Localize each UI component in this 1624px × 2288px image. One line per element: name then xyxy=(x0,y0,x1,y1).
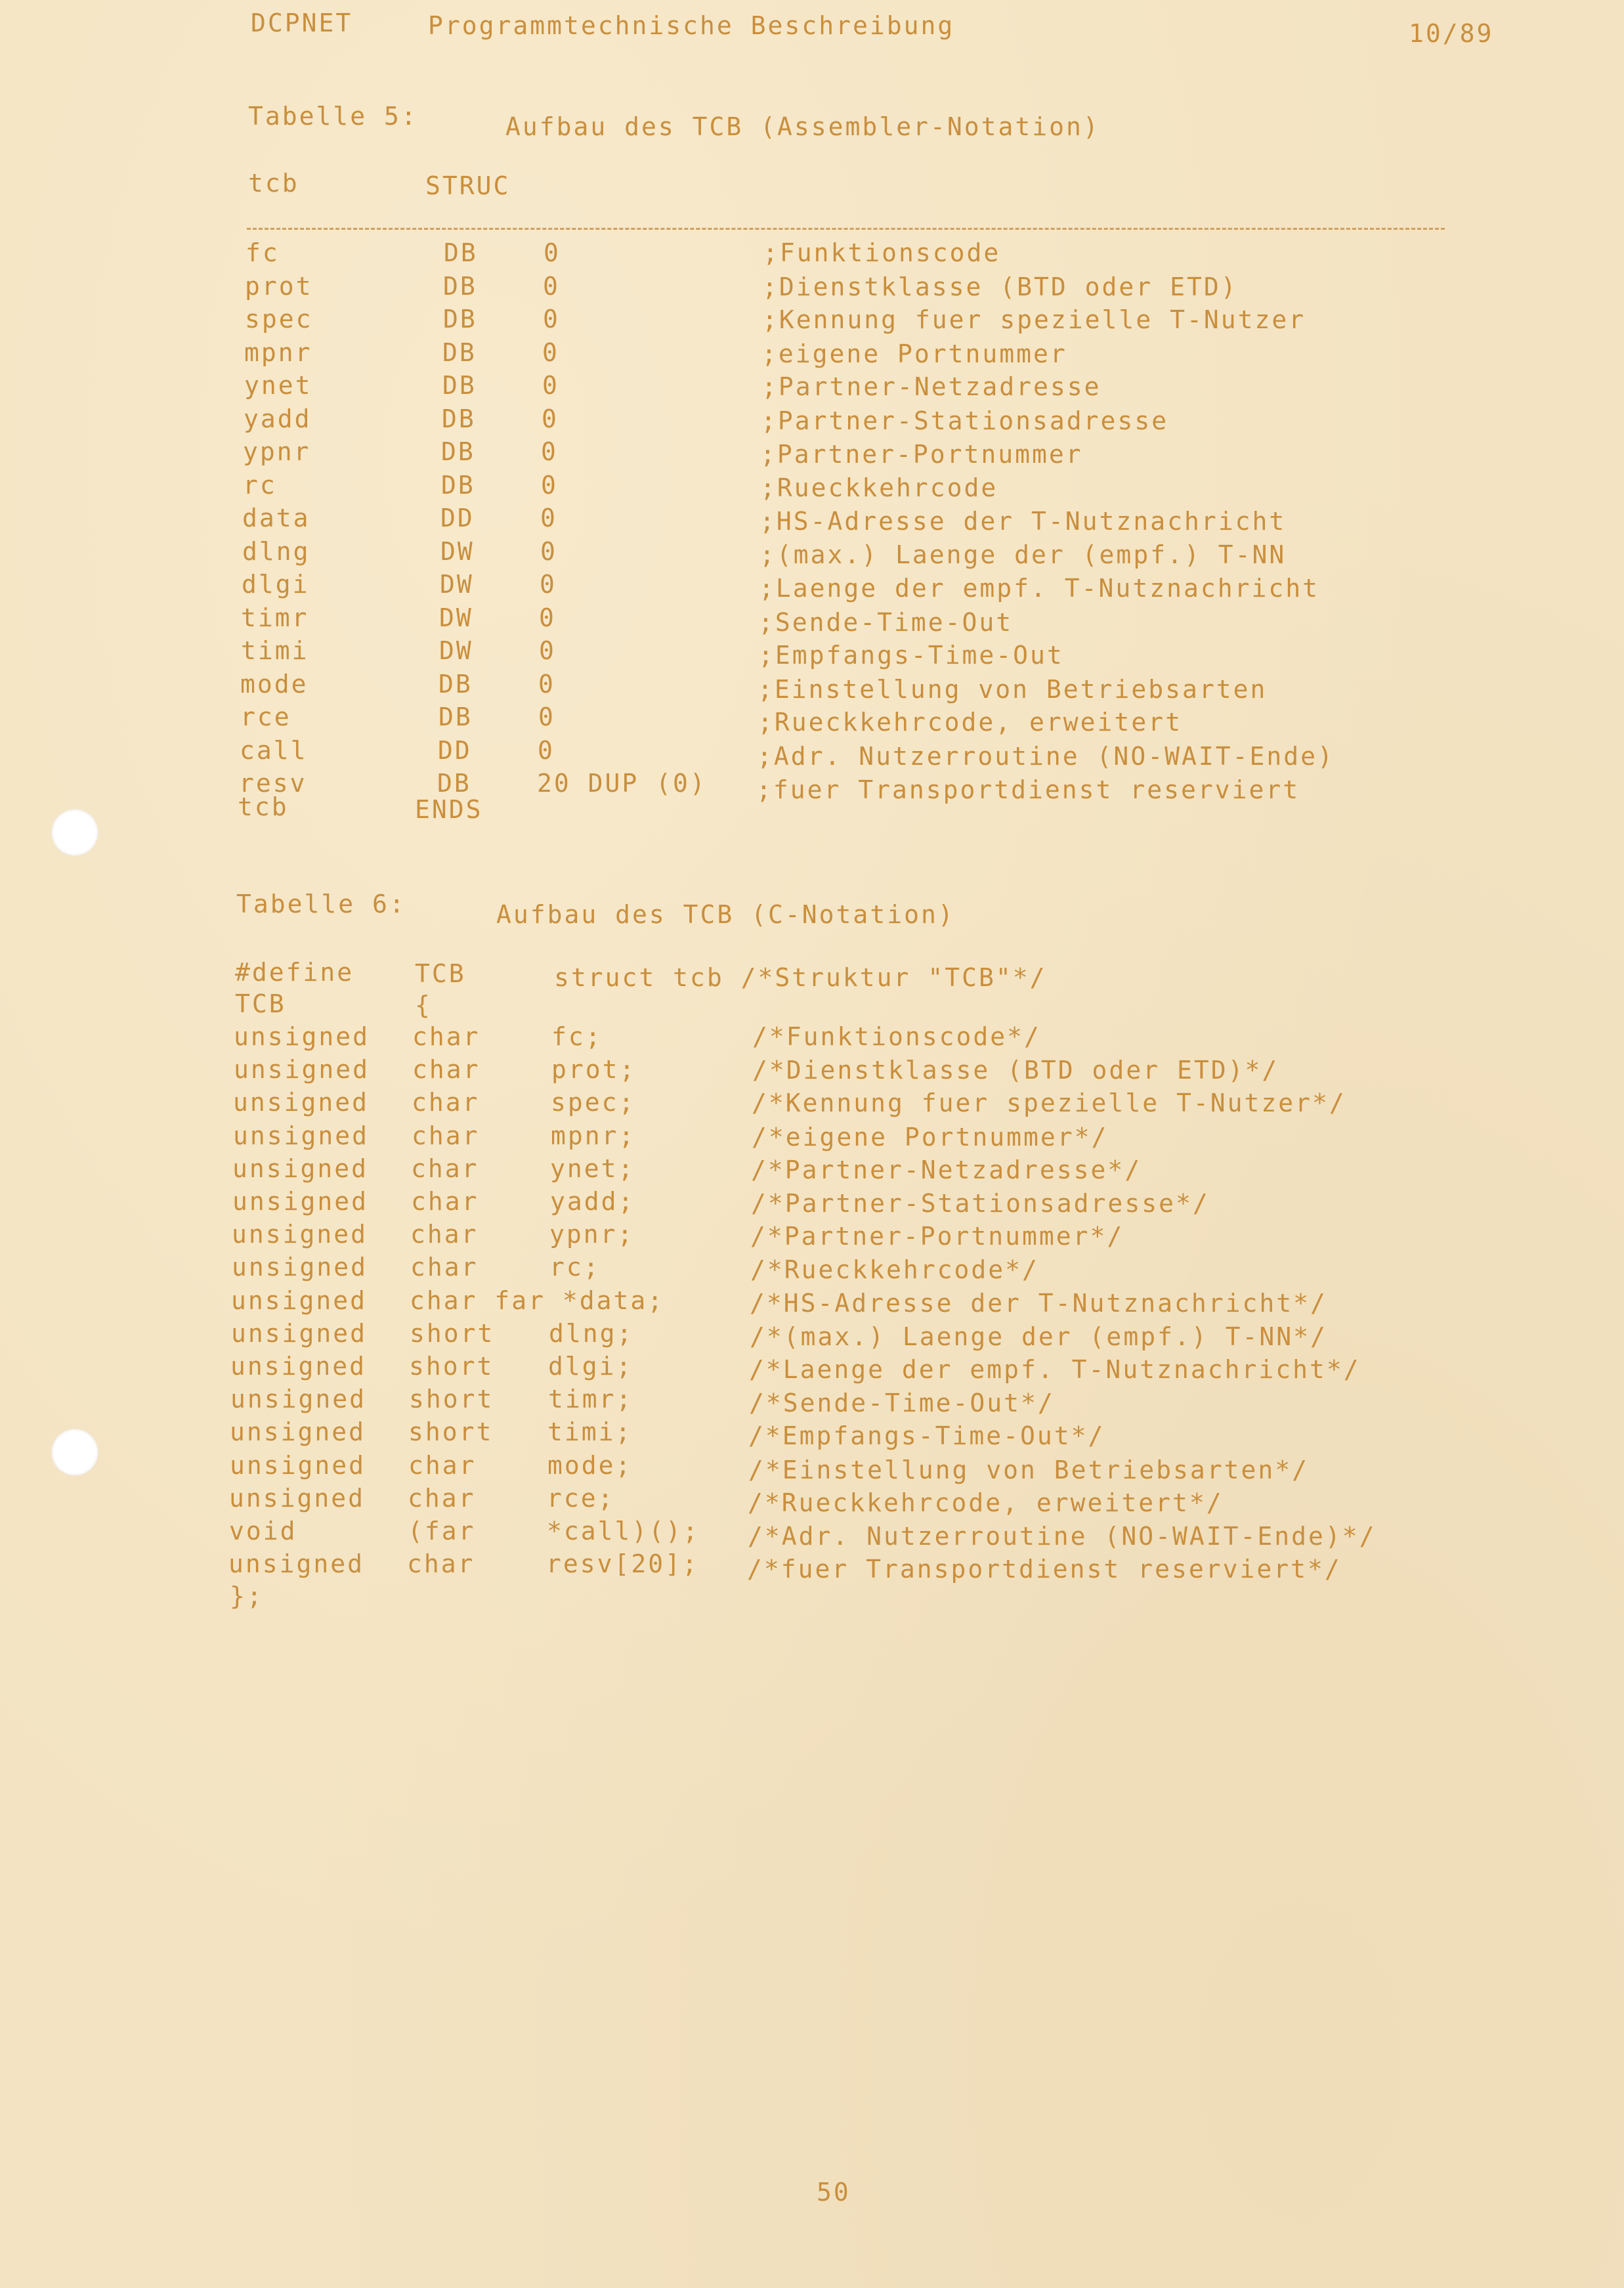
table5-field-type: DB xyxy=(438,702,473,731)
table5-row xyxy=(0,238,1624,270)
table5-field-value: 20 DUP (0) xyxy=(537,769,707,798)
table5-row xyxy=(0,702,1624,735)
table5-field-comment: ;Laenge der empf. T-Nutznachricht xyxy=(759,574,1319,603)
table6-comment: /*Funktionscode*/ xyxy=(752,1022,1041,1051)
table5-row xyxy=(0,370,1624,403)
table5-field-value: 0 xyxy=(541,471,558,500)
table6-row xyxy=(0,1252,1624,1285)
table6-type-qualifier: unsigned xyxy=(232,1187,369,1216)
table5-field-type: DB xyxy=(442,338,477,367)
table5-field-type: DW xyxy=(439,603,473,632)
table5-field-type: DB xyxy=(443,272,477,301)
table6-declarator: fc; xyxy=(551,1022,603,1051)
table5-row xyxy=(0,271,1624,304)
table5-field-comment: ;HS-Adresse der T-Nutznachricht xyxy=(759,507,1287,536)
table6-comment: /*Empfangs-Time-Out*/ xyxy=(748,1421,1105,1450)
header-title: Programmtechnische Beschreibung xyxy=(428,11,955,40)
table5-field-value: 0 xyxy=(538,702,555,731)
table5-field-name: data xyxy=(242,504,310,532)
table6-type-base: char xyxy=(412,1055,481,1084)
table5-field-comment: ;Empfangs-Time-Out xyxy=(758,641,1064,670)
table5-field-type: DD xyxy=(440,504,475,532)
table5-field-value: 0 xyxy=(540,537,557,566)
table6-type-base: char xyxy=(412,1121,480,1150)
table6-comment: /*Partner-Netzadresse*/ xyxy=(751,1155,1142,1184)
table5-field-value: 0 xyxy=(540,570,557,599)
table6-row xyxy=(0,1022,1624,1054)
table6-comment: /*HS-Adresse der T-Nutznachricht*/ xyxy=(750,1289,1327,1318)
table5-field-name: prot xyxy=(245,272,313,301)
table6-comment: /*eigene Portnummer*/ xyxy=(752,1123,1109,1152)
table6-type-base: char xyxy=(408,1484,476,1513)
table5-row xyxy=(0,569,1624,602)
table6-comment: /*Rueckkehrcode, erweitert*/ xyxy=(748,1488,1224,1517)
table6-open-brace: { xyxy=(415,991,432,1020)
table6-type-base: char xyxy=(412,1022,481,1051)
table5-row xyxy=(0,337,1624,370)
table6-row xyxy=(0,1285,1624,1318)
table6-type-qualifier: unsigned xyxy=(232,1253,368,1282)
table6-type-qualifier: unsigned xyxy=(232,1154,369,1183)
table6-type-base: char far *data; xyxy=(410,1286,665,1315)
table5-field-name: fc xyxy=(246,238,280,267)
table5-field-type: DW xyxy=(439,636,473,665)
table6-type-base: short xyxy=(409,1352,494,1381)
table6-declarator: dlgi; xyxy=(548,1352,633,1381)
table6-caption-text: Aufbau des TCB (C-Notation) xyxy=(496,900,955,929)
table5-row xyxy=(0,603,1624,636)
table5-row xyxy=(0,636,1624,668)
table6-type-qualifier: unsigned xyxy=(232,1220,368,1249)
table5-field-type: DW xyxy=(440,537,475,566)
table6-type-base: char xyxy=(412,1088,480,1117)
table5-field-type: DB xyxy=(437,769,471,798)
punch-hole-lower xyxy=(51,1429,98,1476)
table5-row xyxy=(0,304,1624,337)
table6-declarator: yadd; xyxy=(550,1187,635,1216)
table5-field-comment: ;Partner-Stationsadresse xyxy=(761,406,1169,435)
table6-declarator: rce; xyxy=(547,1484,615,1513)
table6-type-qualifier: unsigned xyxy=(234,1055,370,1084)
table6-row xyxy=(0,1384,1624,1417)
table6-type-qualifier: unsigned xyxy=(233,1088,370,1117)
table6-row xyxy=(0,1219,1624,1252)
table5-field-name: rc xyxy=(243,471,277,500)
table6-type-base: char xyxy=(408,1451,477,1480)
table5-field-type: DW xyxy=(440,570,474,599)
table5-field-comment: ;Funktionscode xyxy=(763,238,1001,267)
table6-comment: /*Sende-Time-Out*/ xyxy=(749,1389,1055,1417)
table5-field-comment: ;Rueckkehrcode xyxy=(760,473,998,502)
table5-field-comment: ;Adr. Nutzerroutine (NO-WAIT-Ende) xyxy=(757,742,1335,771)
table6-type-qualifier: unsigned xyxy=(230,1352,367,1381)
table6-type-qualifier: unsigned xyxy=(233,1121,370,1150)
table6-close: }; xyxy=(230,1582,264,1610)
table5-caption-text: Aufbau des TCB (Assembler-Notation) xyxy=(505,112,1100,141)
table6-row xyxy=(0,1450,1624,1483)
table5-row xyxy=(0,735,1624,771)
table5-field-name: call xyxy=(240,736,308,765)
table6-type-qualifier: unsigned xyxy=(228,1549,365,1578)
table6-type-qualifier: unsigned xyxy=(231,1319,368,1348)
table6-type-qualifier: unsigned xyxy=(234,1022,370,1051)
table5-field-value: 0 xyxy=(538,736,555,765)
table5-row xyxy=(0,536,1624,569)
table6-row xyxy=(0,1549,1624,1582)
table5-row xyxy=(0,437,1624,469)
table5-field-comment: ;Partner-Portnummer xyxy=(760,440,1083,469)
table5-field-name: timi xyxy=(241,636,309,665)
header-system: DCPNET xyxy=(251,9,353,37)
table5-field-name: mpnr xyxy=(244,338,312,367)
table6-declarator: dlng; xyxy=(549,1319,634,1348)
table5-field-type: DB xyxy=(438,670,473,699)
table5-field-type: DB xyxy=(444,238,478,267)
table6-declarator: mpnr; xyxy=(551,1121,636,1150)
table6-type-qualifier: unsigned xyxy=(230,1451,366,1480)
table6-caption-label: Tabelle 6: xyxy=(236,890,406,918)
table5-field-value: 0 xyxy=(544,238,561,267)
table6-row xyxy=(0,1417,1624,1450)
table6-type-qualifier: unsigned xyxy=(229,1484,366,1513)
table6-open-name: TCB xyxy=(235,989,286,1018)
table6-type-base: short xyxy=(408,1417,494,1446)
table5-caption-label: Tabelle 5: xyxy=(248,102,418,131)
table5-field-name: spec xyxy=(245,305,313,334)
table6-type-base: char xyxy=(410,1253,479,1282)
table5-row xyxy=(0,404,1624,437)
table6-declarator: rc; xyxy=(549,1253,601,1282)
table5-field-type: DB xyxy=(441,471,475,500)
table6-comment: /*(max.) Laenge der (empf.) T-NN*/ xyxy=(750,1322,1327,1351)
table6-row xyxy=(0,1483,1624,1516)
table6-define-keyword: #define xyxy=(235,958,354,987)
table5-field-type: DB xyxy=(443,305,477,334)
table6-comment: /*Dienstklasse (BTD oder ETD)*/ xyxy=(752,1056,1279,1085)
table6-row xyxy=(0,1154,1624,1186)
table6-row xyxy=(0,1516,1624,1549)
table5-field-value: 0 xyxy=(539,603,556,632)
table6-type-base: char xyxy=(410,1220,479,1249)
table5-field-comment: ;Einstellung von Betriebsarten xyxy=(758,675,1268,704)
table6-declarator: timi; xyxy=(547,1417,633,1446)
table5-row xyxy=(0,669,1624,702)
table5-field-value: 0 xyxy=(540,504,557,532)
table6-type-base: char xyxy=(407,1549,475,1578)
table6-row xyxy=(0,1121,1624,1154)
table5-separator xyxy=(247,228,1445,230)
table5-field-value: 0 xyxy=(543,272,560,301)
table6-declarator: mode; xyxy=(547,1451,633,1480)
table5-field-value: 0 xyxy=(542,371,559,400)
table5-field-value: 0 xyxy=(541,437,558,466)
table5-field-value: 0 xyxy=(539,636,556,665)
table6-row xyxy=(0,1054,1624,1087)
table6-type-qualifier: unsigned xyxy=(230,1385,367,1414)
table5-field-name: dlng xyxy=(242,537,310,566)
table6-type-base: (far xyxy=(408,1517,476,1545)
table6-row xyxy=(0,1087,1624,1120)
table5-row xyxy=(0,470,1624,503)
table5-field-name: mode xyxy=(240,670,309,699)
table5-field-comment: ;Kennung fuer spezielle T-Nutzer xyxy=(762,305,1306,334)
table5-row xyxy=(0,503,1624,536)
table5-head-keyword: STRUC xyxy=(425,171,511,200)
table5-field-comment: ;(max.) Laenge der (empf.) T-NN xyxy=(759,540,1287,569)
table6-type-base: short xyxy=(410,1319,495,1348)
table5-field-name: dlgi xyxy=(242,570,310,599)
table5-field-comment: ;Partner-Netzadresse xyxy=(761,372,1101,401)
table5-head-name: tcb xyxy=(248,169,299,198)
table6-define-body: struct tcb /*Struktur "TCB"*/ xyxy=(554,963,1047,992)
table6-declarator: ynet; xyxy=(550,1154,635,1183)
table6-comment: /*Partner-Stationsadresse*/ xyxy=(751,1189,1210,1218)
table5-field-type: DD xyxy=(438,736,472,765)
table5-field-type: DB xyxy=(442,371,477,400)
table6-comment: /*Einstellung von Betriebsarten*/ xyxy=(748,1456,1309,1484)
table6-type-base: short xyxy=(409,1385,494,1414)
table6-type-base: char xyxy=(411,1154,479,1183)
table5-foot-keyword: ENDS xyxy=(415,795,483,824)
table5-field-comment: ;Dienstklasse (BTD oder ETD) xyxy=(762,272,1238,301)
table5-field-name: resv xyxy=(239,769,307,798)
table6-define-name: TCB xyxy=(415,959,466,988)
table5-field-name: timr xyxy=(241,603,309,632)
table6-comment: /*Rueckkehrcode*/ xyxy=(750,1255,1039,1284)
table5-foot-name: tcb xyxy=(238,792,289,821)
table5-field-value: 0 xyxy=(542,338,559,367)
table5-field-name: ynet xyxy=(244,371,312,400)
table6-comment: /*fuer Transportdienst reserviert*/ xyxy=(747,1555,1342,1584)
table5-field-value: 0 xyxy=(538,670,555,699)
table6-declarator: timr; xyxy=(548,1385,633,1414)
page-number: 50 xyxy=(817,2178,851,2207)
table5-field-comment: ;fuer Transportdienst reserviert xyxy=(756,775,1300,804)
table6-declarator: *call)(); xyxy=(547,1517,700,1545)
header-date: 10/89 xyxy=(1409,19,1494,48)
table5-field-value: 0 xyxy=(542,404,559,433)
table6-declarator: resv[20]; xyxy=(546,1549,699,1578)
table5-field-type: DB xyxy=(441,437,475,466)
table6-declarator: spec; xyxy=(551,1088,636,1117)
table6-type-base: char xyxy=(411,1187,479,1216)
punch-hole-upper xyxy=(51,809,98,856)
table6-row xyxy=(0,1351,1624,1384)
table6-type-qualifier: unsigned xyxy=(230,1417,366,1446)
table6-comment: /*Adr. Nutzerroutine (NO-WAIT-Ende)*/ xyxy=(748,1522,1377,1551)
table6-comment: /*Partner-Portnummer*/ xyxy=(750,1222,1124,1251)
table6-declarator: prot; xyxy=(551,1055,637,1084)
table6-declarator: ypnr; xyxy=(549,1220,635,1249)
table5-field-type: DB xyxy=(442,404,476,433)
table5-field-comment: ;eigene Portnummer xyxy=(761,339,1067,368)
table6-comment: /*Laenge der empf. T-Nutznachricht*/ xyxy=(749,1355,1361,1384)
table5-field-comment: ;Rueckkehrcode, erweitert xyxy=(758,708,1182,737)
table6-row xyxy=(0,1318,1624,1351)
table5-field-name: rce xyxy=(240,702,291,731)
table6-type-qualifier: unsigned xyxy=(231,1286,368,1315)
table5-field-comment: ;Sende-Time-Out xyxy=(758,608,1014,637)
table6-row xyxy=(0,1186,1624,1219)
table5-field-name: yadd xyxy=(244,404,312,433)
table6-comment: /*Kennung fuer spezielle T-Nutzer*/ xyxy=(752,1089,1346,1117)
table6-type-qualifier: void xyxy=(229,1517,297,1545)
table5-field-name: ypnr xyxy=(243,437,311,466)
table5-field-value: 0 xyxy=(543,305,560,334)
